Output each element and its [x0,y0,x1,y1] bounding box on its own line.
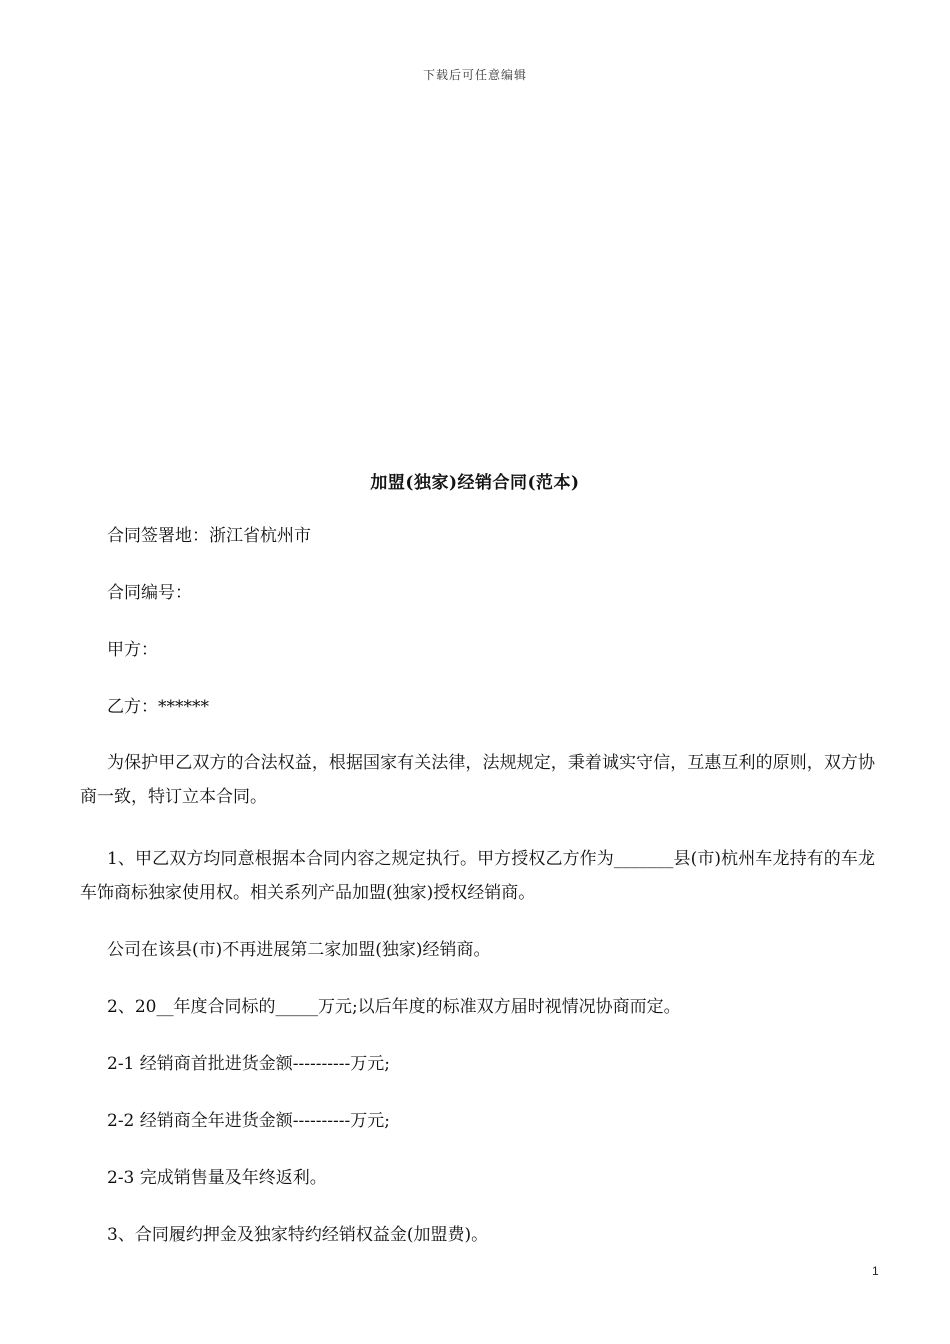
document-title: 加盟(独家)经销合同(范本) [370,473,580,493]
contract-number: 合同编号： [107,583,192,603]
clause-2: 2、20__年度合同标的_____万元;以后年度的标准双方届时视情况协商而定。 [107,997,681,1017]
header-note: 下载后可任意编辑 [422,68,527,82]
clause-2-1: 2-1 经销商首批进货金额----------万元; [107,1054,390,1074]
clause-2-3: 2-3 完成销售量及年终返利。 [107,1168,327,1188]
page-number: 1 [872,1264,879,1278]
clause-1-note: 公司在该县(市)不再进展第二家加盟(独家)经销商。 [107,940,491,960]
signing-place: 合同签署地：浙江省杭州市 [107,526,311,546]
clause-2-2: 2-2 经销商全年进货金额----------万元; [107,1111,390,1131]
clause-1-paragraph: 1、甲乙双方均同意根据本合同内容之规定执行。甲方授权乙方作为_______县(市)杭州车龙持有的车龙车饰商标独家使用权。相关系列产品加盟(独家)授权经销商。 [80,849,875,903]
party-a: 甲方： [107,640,158,660]
clause-3: 3、合同履约押金及独家特约经销权益金(加盟费)。 [107,1225,489,1245]
intro-paragraph: 为保护甲乙双方的合法权益，根据国家有关法律，法规规定，秉着诚实守信，互惠互利的原则，双方协商一致，特订立本合同。 [80,753,875,807]
party-b: 乙方：****** [107,697,209,717]
